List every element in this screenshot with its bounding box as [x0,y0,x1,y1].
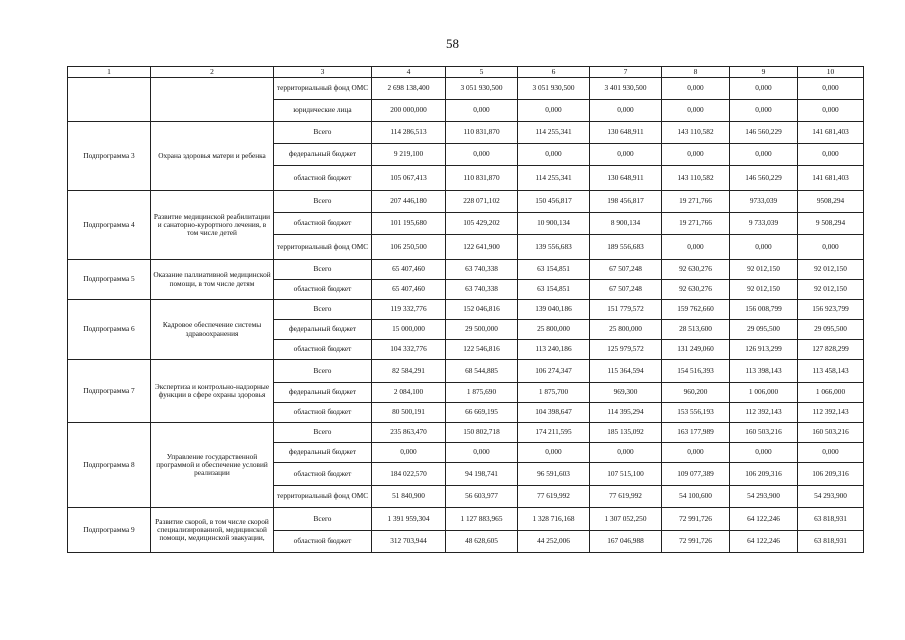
subprogram-code: Подпрограмма 8 [68,423,151,508]
funding-source: Всего [274,423,372,443]
amount-cell: 51 840,900 [372,486,446,508]
amount-cell: 105 067,413 [372,166,446,191]
amount-cell: 0,000 [730,235,798,260]
column-number: 9 [730,67,798,78]
funding-source: федеральный бюджет [274,383,372,403]
amount-cell: 2 084,100 [372,383,446,403]
table-row [68,423,864,443]
subprogram-name: Управление государственной программой и обеспечение условий реализации [151,423,274,508]
amount-cell: 63 818,931 [798,531,864,553]
amount-cell: 104 398,647 [518,403,590,423]
amount-cell: 119 332,776 [372,300,446,320]
amount-cell: 1 875,690 [446,383,518,403]
amount-cell: 77 619,992 [518,486,590,508]
amount-cell: 198 456,817 [590,191,662,213]
amount-cell: 143 110,582 [662,122,730,144]
subprogram-code: Подпрограмма 9 [68,508,151,553]
funding-source: федеральный бюджет [274,320,372,340]
funding-source: Всего [274,191,372,213]
amount-cell: 189 556,683 [590,235,662,260]
amount-cell: 9 508,294 [798,213,864,235]
amount-cell: 960,200 [662,383,730,403]
amount-cell: 153 556,193 [662,403,730,423]
column-number: 2 [151,67,274,78]
amount-cell: 143 110,582 [662,166,730,191]
amount-cell: 126 913,299 [730,340,798,360]
amount-cell: 44 252,006 [518,531,590,553]
funding-source: областной бюджет [274,340,372,360]
subprogram-code: Подпрограмма 3 [68,122,151,191]
amount-cell: 0,000 [798,100,864,122]
funding-source: Всего [274,300,372,320]
amount-cell: 3 401 930,500 [590,78,662,100]
amount-cell: 0,000 [798,144,864,166]
amount-cell: 101 195,680 [372,213,446,235]
amount-cell: 160 503,216 [798,423,864,443]
amount-cell: 96 591,603 [518,463,590,486]
amount-cell: 139 556,683 [518,235,590,260]
column-number: 4 [372,67,446,78]
funding-source: территориальный фонд ОМС [274,78,372,100]
amount-cell: 113 458,143 [798,360,864,383]
funding-source: юридические лица [274,100,372,122]
amount-cell: 64 122,246 [730,531,798,553]
amount-cell: 0,000 [372,443,446,463]
amount-cell: 174 211,595 [518,423,590,443]
amount-cell: 127 828,299 [798,340,864,360]
amount-cell: 106 209,316 [798,463,864,486]
amount-cell: 110 831,870 [446,122,518,144]
column-number: 8 [662,67,730,78]
amount-cell: 114 395,294 [590,403,662,423]
amount-cell: 109 077,389 [662,463,730,486]
funding-source: Всего [274,508,372,531]
amount-cell: 1 328 716,168 [518,508,590,531]
amount-cell: 0,000 [446,100,518,122]
column-number: 1 [68,67,151,78]
amount-cell: 68 544,885 [446,360,518,383]
amount-cell: 141 681,403 [798,166,864,191]
column-number: 5 [446,67,518,78]
amount-cell: 10 900,134 [518,213,590,235]
amount-cell: 48 628,605 [446,531,518,553]
amount-cell: 1 066,000 [798,383,864,403]
amount-cell: 112 392,143 [798,403,864,423]
amount-cell: 66 669,195 [446,403,518,423]
funding-source: областной бюджет [274,166,372,191]
amount-cell: 159 762,660 [662,300,730,320]
amount-cell: 67 507,248 [590,260,662,280]
funding-source: территориальный фонд ОМС [274,486,372,508]
amount-cell: 312 703,944 [372,531,446,553]
amount-cell: 185 135,092 [590,423,662,443]
amount-cell: 28 513,600 [662,320,730,340]
subprogram-name: Развитие медицинской реабилитации и санаторно-курортного лечения, в том числе детей [151,191,274,260]
table-row [68,508,864,531]
amount-cell: 92 012,150 [730,260,798,280]
amount-cell: 0,000 [730,443,798,463]
amount-cell: 114 286,513 [372,122,446,144]
amount-cell: 54 293,900 [798,486,864,508]
amount-cell: 154 516,393 [662,360,730,383]
amount-cell: 2 698 138,400 [372,78,446,100]
amount-cell: 0,000 [798,443,864,463]
amount-cell: 54 100,600 [662,486,730,508]
amount-cell: 77 619,992 [590,486,662,508]
amount-cell: 0,000 [518,443,590,463]
funding-source: территориальный фонд ОМС [274,235,372,260]
amount-cell: 1 391 959,304 [372,508,446,531]
subprogram-name: Охрана здоровья матери и ребенка [151,122,274,191]
amount-cell: 67 507,248 [590,280,662,300]
amount-cell: 63 154,851 [518,280,590,300]
funding-source: Всего [274,122,372,144]
amount-cell: 167 046,988 [590,531,662,553]
amount-cell: 25 800,000 [518,320,590,340]
amount-cell: 0,000 [730,100,798,122]
amount-cell: 200 000,000 [372,100,446,122]
subprogram-name: Кадровое обеспечение системы здравоохранения [151,300,274,360]
budget-table [67,66,864,553]
table-row [68,191,864,213]
page-number: 58 [446,36,459,51]
amount-cell: 113 240,186 [518,340,590,360]
amount-cell: 9 733,039 [730,213,798,235]
amount-cell: 1 875,700 [518,383,590,403]
amount-cell: 207 446,180 [372,191,446,213]
amount-cell: 72 991,726 [662,508,730,531]
amount-cell: 0,000 [590,100,662,122]
amount-cell: 1 127 883,965 [446,508,518,531]
table-row [68,260,864,280]
amount-cell: 0,000 [590,443,662,463]
funding-source: областной бюджет [274,280,372,300]
amount-cell: 0,000 [662,235,730,260]
amount-cell: 0,000 [518,144,590,166]
amount-cell: 105 429,202 [446,213,518,235]
amount-cell: 65 407,460 [372,260,446,280]
amount-cell: 125 979,572 [590,340,662,360]
table-row [68,78,864,100]
amount-cell: 63 740,338 [446,260,518,280]
amount-cell: 29 095,500 [730,320,798,340]
amount-cell: 0,000 [730,78,798,100]
funding-source: Всего [274,260,372,280]
amount-cell: 235 863,470 [372,423,446,443]
subprogram-name: Экспертиза и контрольно-надзорные функции в сфере охраны здоровья [151,360,274,423]
funding-source: федеральный бюджет [274,144,372,166]
amount-cell: 139 040,186 [518,300,590,320]
subprogram-code: Подпрограмма 5 [68,260,151,300]
subprogram-name: Оказание паллиативной медицинской помощи, в том числе детям [151,260,274,300]
column-number: 6 [518,67,590,78]
amount-cell: 8 900,134 [590,213,662,235]
amount-cell: 146 560,229 [730,122,798,144]
amount-cell: 3 051 930,500 [446,78,518,100]
amount-cell: 0,000 [590,144,662,166]
amount-cell: 130 648,911 [590,122,662,144]
amount-cell: 0,000 [798,78,864,100]
subprogram-code: Подпрограмма 6 [68,300,151,360]
column-number: 3 [274,67,372,78]
amount-cell: 163 177,989 [662,423,730,443]
amount-cell: 114 255,341 [518,166,590,191]
amount-cell: 151 779,572 [590,300,662,320]
amount-cell: 80 500,191 [372,403,446,423]
amount-cell: 106 274,347 [518,360,590,383]
amount-cell: 160 503,216 [730,423,798,443]
amount-cell: 106 250,500 [372,235,446,260]
funding-source: областной бюджет [274,403,372,423]
amount-cell: 141 681,403 [798,122,864,144]
amount-cell: 131 249,060 [662,340,730,360]
amount-cell: 94 198,741 [446,463,518,486]
amount-cell: 122 546,816 [446,340,518,360]
amount-cell: 29 095,500 [798,320,864,340]
amount-cell: 0,000 [446,144,518,166]
amount-cell: 92 630,276 [662,280,730,300]
amount-cell: 72 991,726 [662,531,730,553]
amount-cell: 969,300 [590,383,662,403]
amount-cell: 92 012,150 [798,280,864,300]
amount-cell: 56 603,977 [446,486,518,508]
amount-cell: 0,000 [662,144,730,166]
amount-cell: 19 271,766 [662,213,730,235]
amount-cell: 110 831,870 [446,166,518,191]
amount-cell: 130 648,911 [590,166,662,191]
amount-cell: 63 818,931 [798,508,864,531]
amount-cell: 92 012,150 [798,260,864,280]
amount-cell: 113 398,143 [730,360,798,383]
amount-cell: 156 008,799 [730,300,798,320]
amount-cell: 19 271,766 [662,191,730,213]
amount-cell: 1 006,000 [730,383,798,403]
amount-cell: 9508,294 [798,191,864,213]
amount-cell: 0,000 [662,78,730,100]
table-row [68,360,864,383]
amount-cell: 0,000 [518,100,590,122]
funding-source: областной бюджет [274,463,372,486]
continuation-name-cell [151,78,274,122]
amount-cell: 63 154,851 [518,260,590,280]
funding-source: областной бюджет [274,531,372,553]
amount-cell: 107 515,100 [590,463,662,486]
amount-cell: 29 500,000 [446,320,518,340]
amount-cell: 9733,039 [730,191,798,213]
amount-cell: 0,000 [662,443,730,463]
amount-cell: 0,000 [662,100,730,122]
amount-cell: 150 456,817 [518,191,590,213]
funding-source: областной бюджет [274,213,372,235]
amount-cell: 146 560,229 [730,166,798,191]
amount-cell: 63 740,338 [446,280,518,300]
amount-cell: 9 219,100 [372,144,446,166]
amount-cell: 104 332,776 [372,340,446,360]
amount-cell: 0,000 [446,443,518,463]
amount-cell: 92 630,276 [662,260,730,280]
subprogram-code: Подпрограмма 4 [68,191,151,260]
amount-cell: 15 000,000 [372,320,446,340]
amount-cell: 1 307 052,250 [590,508,662,531]
header-row [68,67,864,78]
amount-cell: 25 800,000 [590,320,662,340]
subprogram-name: Развитие скорой, в том числе скорой специализированной, медицинской помощи, медицинской эвакуации, [151,508,274,553]
amount-cell: 54 293,900 [730,486,798,508]
amount-cell: 0,000 [798,235,864,260]
amount-cell: 65 407,460 [372,280,446,300]
amount-cell: 114 255,341 [518,122,590,144]
funding-source: Всего [274,360,372,383]
table-row [68,300,864,320]
amount-cell: 106 209,316 [730,463,798,486]
funding-source: федеральный бюджет [274,443,372,463]
continuation-code-cell [68,78,151,122]
amount-cell: 152 046,816 [446,300,518,320]
amount-cell: 184 022,570 [372,463,446,486]
amount-cell: 92 012,150 [730,280,798,300]
amount-cell: 150 802,718 [446,423,518,443]
amount-cell: 3 051 930,500 [518,78,590,100]
amount-cell: 82 584,291 [372,360,446,383]
amount-cell: 115 364,594 [590,360,662,383]
amount-cell: 228 071,102 [446,191,518,213]
amount-cell: 0,000 [730,144,798,166]
column-number: 10 [798,67,864,78]
amount-cell: 156 923,799 [798,300,864,320]
column-number: 7 [590,67,662,78]
amount-cell: 122 641,900 [446,235,518,260]
amount-cell: 64 122,246 [730,508,798,531]
amount-cell: 112 392,143 [730,403,798,423]
subprogram-code: Подпрограмма 7 [68,360,151,423]
table-row [68,122,864,144]
